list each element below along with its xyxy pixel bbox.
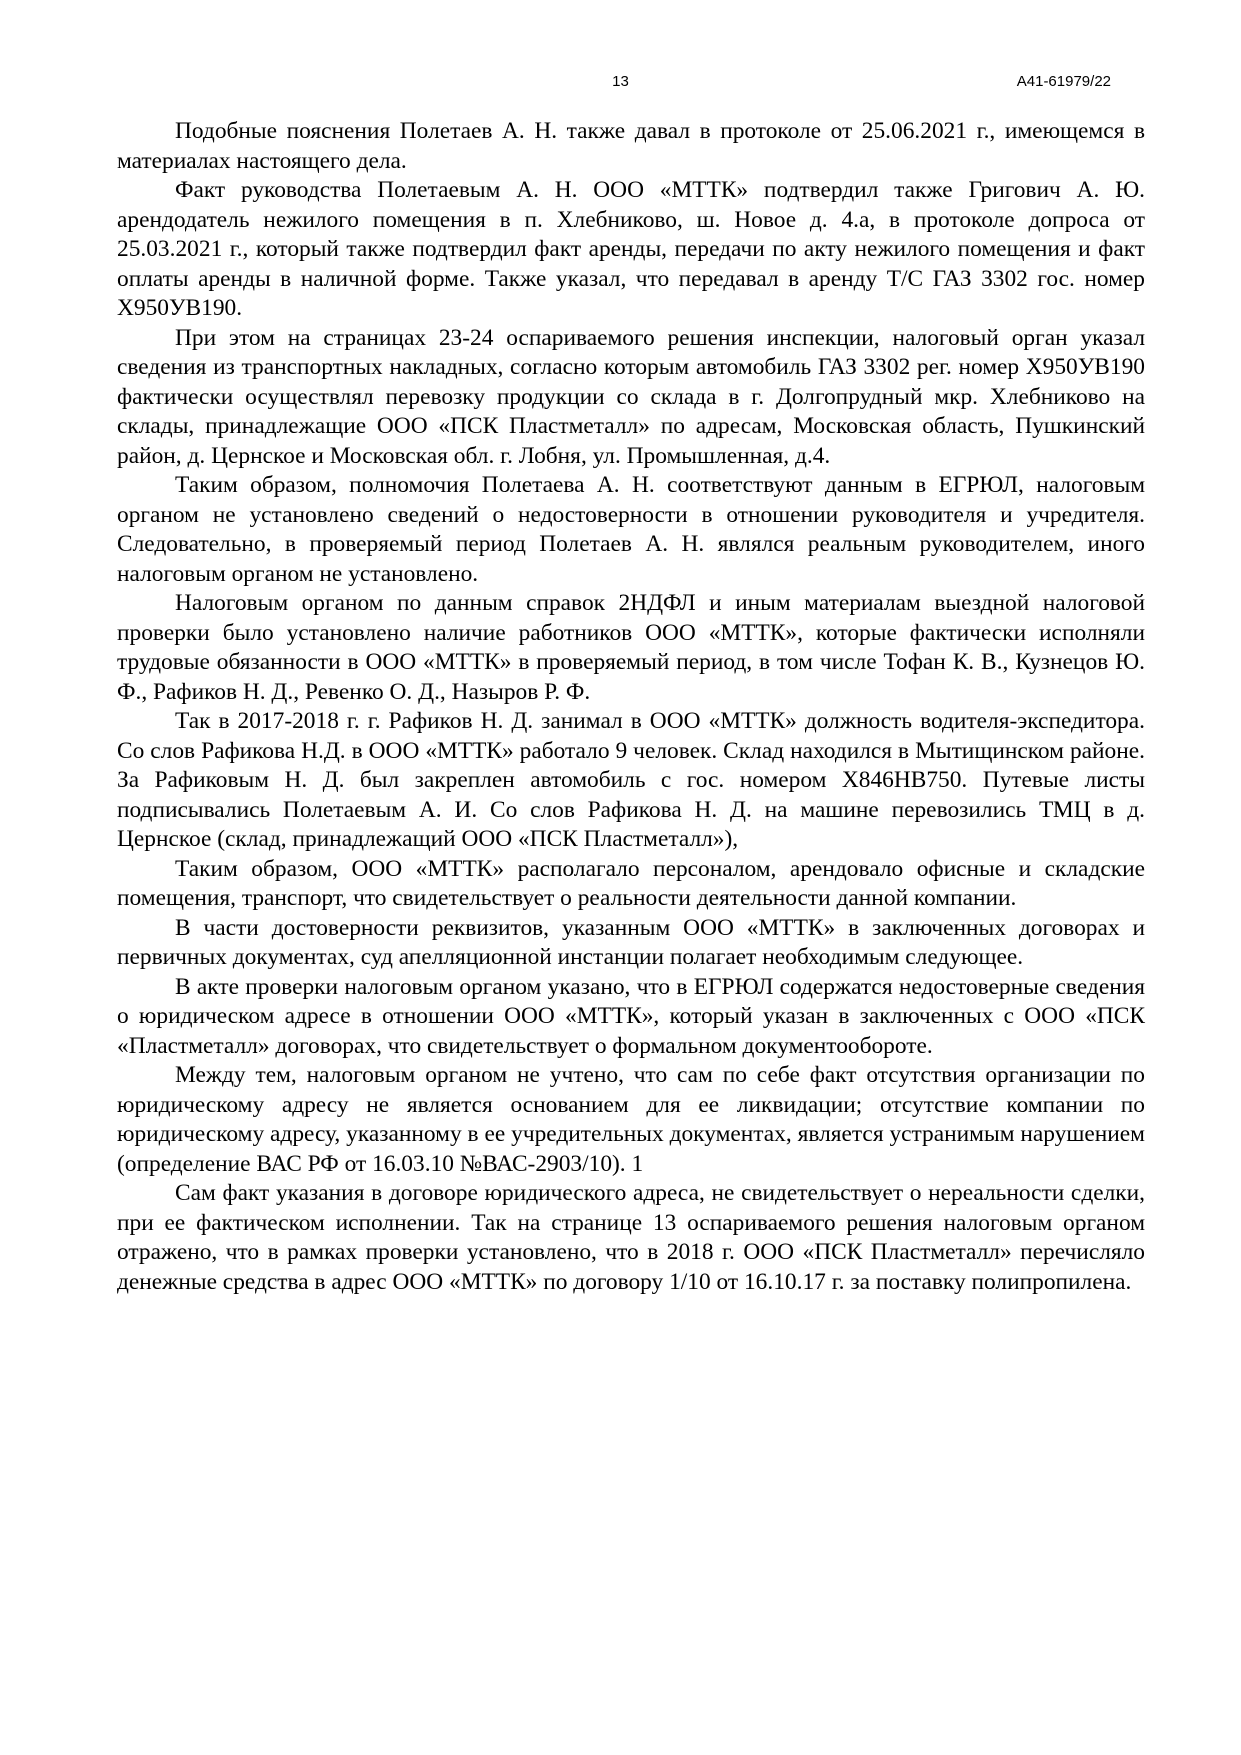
page-header bbox=[0, 73, 1241, 93]
paragraph: Налоговым органом по данным справок 2НДФЛ и иным материалам выездной налоговой проверки было установлено наличие работников ООО «МТТК», которые фактически исполняли трудовые обязанности в ООО «МТТК» в проверяемый период, в том числе Тофан К. В., Кузнецов Ю. Ф., Рафиков Н. Д., Ревенко О. Д., Назыров Р. Ф. bbox=[117, 590, 1145, 705]
paragraph: Факт руководства Полетаевым А. Н. ООО «МТТК» подтвердил также Григович А. Ю. арендодатель нежилого помещения в п. Хлебниково, ш. Новое д. 4.а, в протоколе допроса от 25.03.2021 г., который также подтвердил факт аренды, передачи по акту нежилого помещения и факт оплаты аренды в наличной форме. Также указал, что передавал в аренду Т/С ГАЗ 3302 гос. номер Х950УВ190. bbox=[117, 177, 1145, 321]
paragraph: Так в 2017-2018 г. г. Рафиков Н. Д. занимал в ООО «МТТК» должность водителя-экспедитора. Со слов Рафикова Н.Д. в ООО «МТТК» работало 9 человек. Склад находился в Мытищинском районе. За Рафиковым Н. Д. был закреплен автомобиль с гос. номером Х846НВ750. Путевые листы подписывались Полетаевым А. И. Со слов Рафикова Н. Д. на машине перевозились ТМЦ в д. Цернское (склад, принадлежащий ООО «ПСК Пластметалл»), bbox=[117, 708, 1145, 852]
paragraph: Между тем, налоговым органом не учтено, что сам по себе факт отсутствия организации по юридическому адресу не является основанием для ее ликвидации; отсутствие компании по юридическому адресу, указанному в ее учредительных документах, является устранимым нарушением (определение ВАС РФ от 16.03.10 №ВАС-2903/10). 1 bbox=[117, 1062, 1145, 1177]
case-number: А41-61979/22 bbox=[1016, 73, 1111, 90]
paragraph: В части достоверности реквизитов, указанным ООО «МТТК» в заключенных договорах и первичных документах, суд апелляционной инстанции полагает необходимым следующее. bbox=[117, 914, 1145, 970]
paragraph: Подобные пояснения Полетаев А. Н. также давал в протоколе от 25.06.2021 г., имеющемся в материалах настоящего дела. bbox=[117, 118, 1145, 174]
paragraph: Таким образом, ООО «МТТК» располагало персоналом, арендовало офисные и складские помещения, транспорт, что свидетельствует о реальности деятельности данной компании. bbox=[117, 855, 1145, 911]
paragraph: При этом на страницах 23-24 оспариваемого решения инспекции, налоговый орган указал сведения из транспортных накладных, согласно которым автомобиль ГАЗ 3302 рег. номер Х950УВ190 фактически осуществлял перевозку продукции со склада в г. Долгопрудный мкр. Хлебниково на склады, принадлежащие ООО «ПСК Пластметалл» по адресам, Московская область, Пушкинский район, д. Цернское и Московская обл. г. Лобня, ул. Промышленная, д.4. bbox=[117, 324, 1145, 469]
page-number: 13 bbox=[612, 73, 629, 90]
paragraph: В акте проверки налоговым органом указано, что в ЕГРЮЛ содержатся недостоверные сведения о юридическом адресе в отношении ООО «МТТК», который указан в заключенных с ООО «ПСК «Пластметалл» договорах, что свидетельствует о формальном документообороте. bbox=[117, 973, 1145, 1059]
paragraph: Таким образом, полномочия Полетаева А. Н. соответствуют данным в ЕГРЮЛ, налоговым органом не установлено сведений о недостоверности в отношении руководителя и учредителя. Следовательно, в проверяемый период Полетаев А. Н. являлся реальным руководителем, иного налоговым органом не установлено. bbox=[117, 472, 1145, 587]
paragraph: Сам факт указания в договоре юридического адреса, не свидетельствует о нереальности сделки, при ее фактическом исполнении. Так на странице 13 оспариваемого решения налоговым органом отражено, что в рамках проверки установлено, что в 2018 г. ООО «ПСК Пластметалл» перечисляло денежные средства в адрес ООО «МТТК» по договору 1/10 от 16.10.17 г. за поставку полипропилена. bbox=[117, 1180, 1145, 1295]
document-body bbox=[117, 117, 1145, 1297]
